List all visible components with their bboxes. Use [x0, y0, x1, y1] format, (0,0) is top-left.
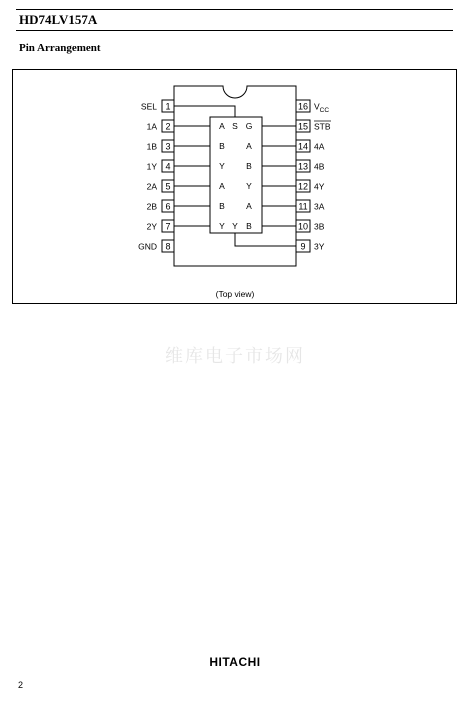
- connection-line: [235, 233, 296, 246]
- pin-label: 3Y: [314, 241, 325, 252]
- watermark: 维库电子市场网: [165, 346, 305, 367]
- internal-signal-label: Y: [246, 181, 252, 191]
- pin-number: 16: [297, 101, 309, 112]
- internal-signal-label: S: [232, 121, 238, 131]
- pin-number: 9: [300, 241, 306, 252]
- internal-signal-label: B: [219, 201, 225, 211]
- pin-number: 13: [297, 161, 309, 172]
- pin-label: $V_{CC}$: [314, 101, 330, 114]
- internal-signal-label: A: [219, 181, 225, 191]
- pin-label: 4B: [314, 161, 325, 172]
- pin-number: 1: [165, 101, 171, 112]
- pin-number: 3: [165, 141, 171, 152]
- page-number: 2: [18, 680, 24, 690]
- internal-signal-label: Y: [232, 221, 238, 231]
- pin-number: 7: [165, 221, 171, 232]
- pin-label: 2B: [146, 201, 157, 212]
- internal-signal-label: A: [219, 121, 225, 131]
- section-title: Pin Arrangement: [19, 42, 101, 54]
- pin-number: 10: [297, 221, 309, 232]
- pin-number: 8: [165, 241, 171, 252]
- hitachi-logo: HITACHI: [209, 655, 261, 669]
- pin-number: 11: [298, 201, 308, 212]
- pin-number: 2: [165, 121, 171, 132]
- pin-label: 1A: [146, 121, 157, 132]
- pin-number: 15: [297, 121, 309, 132]
- pin-label: GND: [138, 241, 157, 252]
- pin-number: 12: [297, 181, 309, 192]
- pin-label: 2Y: [146, 221, 157, 232]
- connection-line: [174, 106, 235, 117]
- pin-label: STB: [314, 121, 331, 132]
- pin-number: 5: [165, 181, 171, 192]
- pin-number: 6: [165, 201, 171, 212]
- pin-label: 4Y: [314, 181, 325, 192]
- internal-signal-label: G: [245, 121, 253, 131]
- internal-logic-block: [210, 117, 262, 233]
- internal-signal-label: Y: [219, 161, 225, 171]
- pin-label: 4A: [314, 141, 325, 152]
- pin-label: 1B: [146, 141, 157, 152]
- pin-number: 14: [297, 141, 309, 152]
- internal-signal-label: A: [246, 141, 252, 151]
- internal-signal-label: B: [246, 161, 252, 171]
- internal-signal-label: B: [246, 221, 252, 231]
- pin-label: 3B: [314, 221, 325, 232]
- diagram-caption: (Top view): [215, 289, 255, 299]
- pin-label: 2A: [146, 181, 157, 192]
- internal-signal-label: Y: [219, 221, 225, 231]
- pin-label: SEL: [140, 101, 157, 112]
- pin-label-subscript: CC: [319, 107, 330, 114]
- pin-label: 3A: [314, 201, 325, 212]
- pin-label: 1Y: [146, 161, 157, 172]
- internal-signal-label: B: [219, 141, 225, 151]
- document-title: HD74LV157A: [19, 12, 98, 27]
- internal-signal-label: A: [246, 201, 252, 211]
- pin-number: 4: [165, 161, 171, 172]
